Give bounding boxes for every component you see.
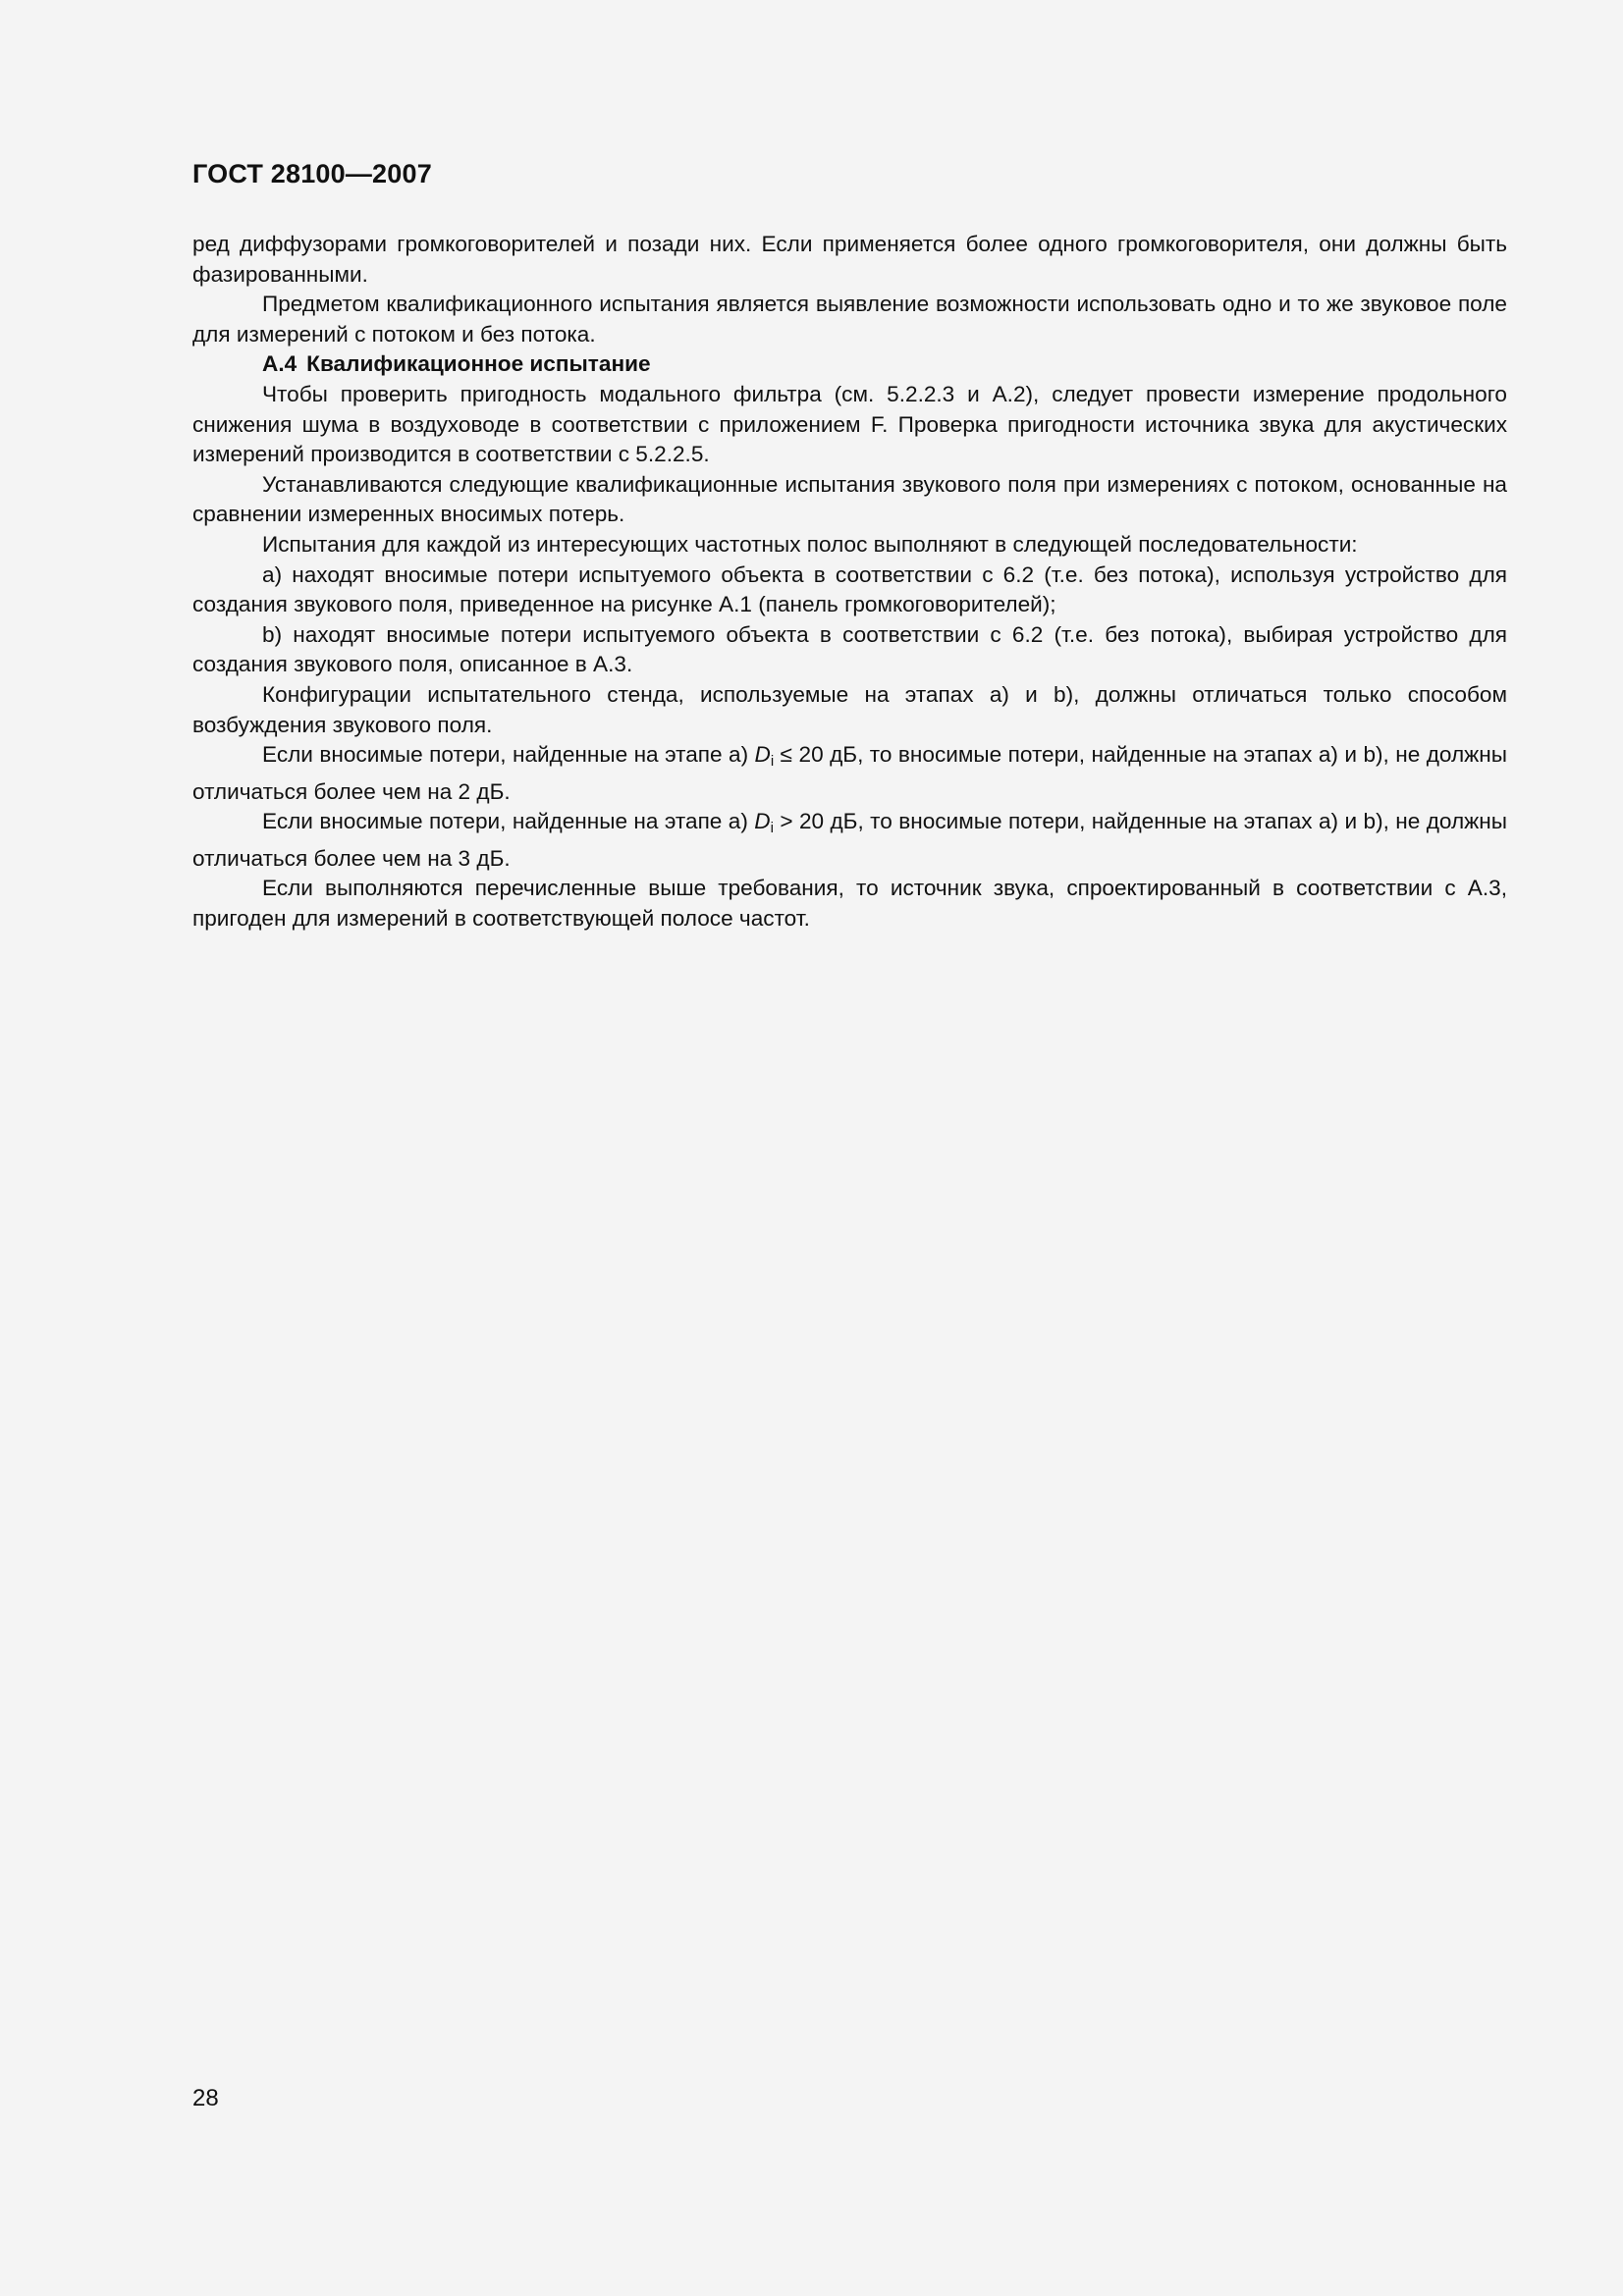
paragraph-configuration: Конфигурации испытательного стенда, используемые на этапах а) и b), должны отличаться только способом возбуждения звукового поля.: [192, 681, 1507, 737]
paragraph-modal-filter: Чтобы проверить пригодность модального фильтра (см. 5.2.2.3 и А.2), следует провести измерение продольного снижения шума в воздуховоде в соответствии с приложением F. Проверка пригодности источника звука для акустических измерений производится в соответствии с 5.2.2.5.: [192, 381, 1507, 467]
condition-text-start: Если вносимые потери, найденные на этапе а): [262, 742, 755, 768]
paragraph-tests-established: Устанавливаются следующие квалификационные испытания звукового поля при измерениях с потоком, основанные на сравнении измеренных вносимых потерь.: [192, 471, 1507, 527]
paragraph-purpose: Предметом квалификационного испытания является выявление возможности использовать одно и то же звуковое поле для измерений с потоком и без потока.: [192, 292, 1507, 347]
paragraph-condition-le-20: [192, 740, 1507, 807]
paragraph-continuation: ред диффузорами громкоговорителей и позади них. Если применяется более одного громкоговорителя, они должны быть фазированными.: [192, 232, 1507, 287]
paragraph-sequence: Испытания для каждой из интересующих частотных полос выполняют в следующей последовательности:: [262, 531, 1358, 557]
section-title: Квалификационное испытание: [306, 351, 651, 377]
di-symbol: [754, 742, 775, 771]
paragraph-condition-gt-20: [192, 807, 1507, 874]
list-item-b: b) находят вносимые потери испытуемого объекта в соответствии с 6.2 (т.е. без потока), выбирая устройство для создания звукового поля, описанное в А.3.: [192, 621, 1507, 677]
list-item-a: а) находят вносимые потери испытуемого объекта в соответствии с 6.2 (т.е. без потока), используя устройство для создания звукового поля, приведенное на рисунке А.1 (панель громкоговорителей);: [192, 561, 1507, 617]
condition-text-start: Если вносимые потери, найденные на этапе а): [262, 809, 755, 834]
di-letter: D: [754, 809, 771, 834]
section-number: А.4: [262, 351, 298, 377]
body-text: [192, 230, 1507, 934]
di-subscript: i: [770, 820, 774, 837]
page-number: 28: [192, 2085, 219, 2111]
section-heading: [192, 349, 1507, 380]
condition-text-end: ≤ 20 дБ, то вносимые потери, найденные на этапах а) и b), не должны отличаться более чем на 2 дБ.: [192, 742, 1507, 804]
paragraph-conclusion: Если выполняются перечисленные выше требования, то источник звука, спроектированный в соответствии с А.3, пригоден для измерений в соответствующей полосе частот.: [192, 876, 1507, 932]
di-letter: D: [754, 742, 771, 768]
di-symbol: [754, 809, 774, 837]
di-subscript: i: [770, 753, 775, 771]
condition-text-end: > 20 дБ, то вносимые потери, найденные на этапах а) и b), не должны отличаться более чем на 3 дБ.: [192, 809, 1507, 871]
document-code-header: ГОСТ 28100—2007: [192, 159, 432, 188]
